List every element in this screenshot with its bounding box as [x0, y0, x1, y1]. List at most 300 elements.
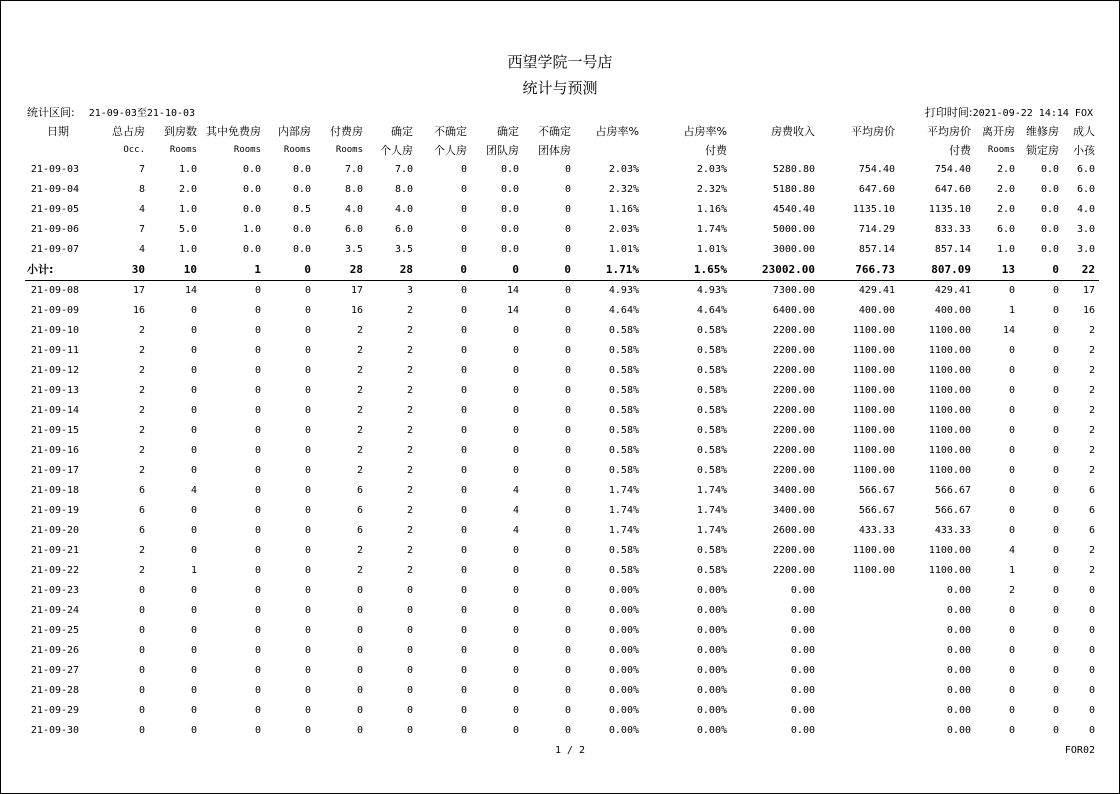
table-cell: 0: [460, 184, 467, 195]
table-cell: 17: [132, 285, 145, 296]
row-label: 21-09-12: [30, 365, 80, 376]
table-cell: 0: [1019, 260, 1063, 281]
table-cell: 2: [1088, 445, 1095, 456]
table-row: [25, 621, 1099, 641]
table-cell: 0: [512, 645, 519, 656]
table-cell: 3.0: [1076, 224, 1095, 235]
table-cell: 2: [138, 365, 145, 376]
table-cell: 0: [1008, 345, 1015, 356]
table-cell: 0: [138, 625, 145, 636]
table-cell: 2: [138, 425, 145, 436]
table-cell: 1: [1008, 305, 1015, 316]
table-cell: 1.0: [242, 224, 261, 235]
table-cell: 0.00: [790, 645, 815, 656]
row-label: 21-09-07: [30, 244, 80, 255]
table-cell: 0: [254, 405, 261, 416]
table-row: [25, 661, 1099, 681]
table-cell: 0.0: [500, 244, 519, 255]
table-cell: 0: [1052, 325, 1059, 336]
row-label: 21-09-05: [30, 204, 80, 215]
table-row: [25, 401, 1099, 421]
table-cell: 0: [1008, 485, 1015, 496]
column-header: 到房数: [164, 125, 197, 138]
table-cell: 0.00: [946, 665, 971, 676]
table-cell: 0.00: [946, 705, 971, 716]
table-cell: 1.74%: [696, 224, 727, 235]
table-row: [25, 301, 1099, 321]
table-cell: 0: [190, 425, 197, 436]
table-cell: 0: [190, 365, 197, 376]
table-cell: 2: [1088, 405, 1095, 416]
table-cell: 4: [512, 505, 519, 516]
table-cell: 2: [406, 565, 413, 576]
column-header: 占房率%: [595, 125, 639, 138]
table-cell: 0: [1088, 665, 1095, 676]
table-cell: 0.00: [946, 685, 971, 696]
table-cell: 0: [1008, 405, 1015, 416]
table-cell: 13: [975, 260, 1019, 281]
table-cell: 1: [1008, 565, 1015, 576]
table-cell: 1100.00: [852, 445, 895, 456]
table-cell: 2.03%: [608, 224, 639, 235]
table-cell: 857.14: [858, 244, 895, 255]
column-header: 维修房: [1026, 125, 1059, 138]
table-cell: 0.00%: [608, 645, 639, 656]
table-cell: 0: [1008, 645, 1015, 656]
column-header: 房费收入: [771, 125, 815, 138]
table-cell: 0: [1052, 485, 1059, 496]
table-cell: 0: [417, 260, 471, 281]
table-cell: 17: [350, 285, 363, 296]
table-cell: 0: [564, 505, 571, 516]
table-cell: 0.58%: [696, 465, 727, 476]
table-cell: 0.00%: [696, 665, 727, 676]
table-cell: 0.0: [1040, 164, 1059, 175]
table-cell: 6.0: [996, 224, 1015, 235]
table-cell: 647.60: [934, 184, 971, 195]
table-cell: 0: [1052, 685, 1059, 696]
table-cell: 0.0: [500, 204, 519, 215]
table-cell: 0: [512, 585, 519, 596]
table-cell: 0: [406, 625, 413, 636]
table-cell: 0.00: [946, 645, 971, 656]
table-cell: 28: [315, 260, 367, 281]
table-cell: 0: [304, 345, 311, 356]
table-cell: 0: [564, 345, 571, 356]
table-cell: 647.60: [858, 184, 895, 195]
table-cell: 0: [1052, 705, 1059, 716]
row-label: 21-09-29: [30, 705, 80, 716]
table-cell: 0: [190, 325, 197, 336]
table-cell: 0: [304, 525, 311, 536]
row-label: 21-09-06: [30, 224, 80, 235]
table-cell: 1.74%: [696, 505, 727, 516]
table-cell: 0: [304, 605, 311, 616]
table-cell: 4: [1008, 545, 1015, 556]
print-time-label: 打印时间:: [924, 106, 973, 119]
table-cell: 0: [564, 204, 571, 215]
column-subheader: Rooms: [233, 145, 261, 155]
table-cell: 1.74%: [696, 525, 727, 536]
table-cell: 0: [1052, 285, 1059, 296]
table-cell: 2.03%: [696, 164, 727, 175]
table-cell: 1.74%: [608, 485, 639, 496]
table-cell: 0: [1052, 545, 1059, 556]
table-cell: 6: [1088, 525, 1095, 536]
date-range: [27, 104, 195, 120]
table-cell: 0.0: [242, 244, 261, 255]
table-cell: 2.03%: [608, 164, 639, 175]
column-subheader: 小孩: [1073, 144, 1095, 157]
table-cell: 433.33: [858, 525, 895, 536]
column-subheader: 个人房: [434, 144, 467, 157]
table-cell: 0: [564, 164, 571, 175]
table-cell: 0: [1008, 665, 1015, 676]
table-cell: 566.67: [858, 505, 895, 516]
table-cell: 0: [460, 525, 467, 536]
table-cell: 0: [512, 405, 519, 416]
column-subheader: 团体房: [538, 144, 571, 157]
table-cell: 0: [254, 325, 261, 336]
table-cell: 0: [1052, 725, 1059, 736]
subtotal-row: [25, 260, 1099, 281]
table-cell: [819, 601, 899, 621]
row-label: 21-09-25: [30, 625, 80, 636]
column-header: 总占房: [112, 125, 145, 138]
table-cell: 0: [460, 164, 467, 175]
table-cell: 6: [356, 485, 363, 496]
table-cell: 1100.00: [928, 425, 971, 436]
table-cell: 0: [1088, 605, 1095, 616]
table-cell: 0: [564, 665, 571, 676]
table-row: [25, 361, 1099, 381]
table-cell: 0: [138, 585, 145, 596]
table-cell: 0: [1052, 405, 1059, 416]
table-cell: 1.71%: [575, 260, 643, 281]
table-cell: [819, 701, 899, 721]
table-cell: 0: [1052, 425, 1059, 436]
table-cell: 0: [304, 705, 311, 716]
table-row: [25, 341, 1099, 361]
table-cell: 0.0: [292, 184, 311, 195]
table-cell: 0.58%: [608, 325, 639, 336]
table-cell: 566.67: [934, 485, 971, 496]
table-cell: 0.58%: [696, 445, 727, 456]
table-cell: 0.58%: [608, 365, 639, 376]
table-cell: 1.74%: [608, 505, 639, 516]
table-cell: 0: [304, 425, 311, 436]
table-cell: 2: [356, 465, 363, 476]
table-cell: 0: [304, 385, 311, 396]
table-cell: 0.00%: [696, 705, 727, 716]
table-cell: 2: [1008, 585, 1015, 596]
table-cell: 0: [356, 725, 363, 736]
table-cell: 0.58%: [696, 325, 727, 336]
column-subheader: Rooms: [335, 145, 363, 155]
row-label: 21-09-22: [30, 565, 80, 576]
table-cell: 0.00%: [608, 725, 639, 736]
table-cell: 0.00%: [696, 645, 727, 656]
table-cell: 0: [190, 705, 197, 716]
table-cell: 0.58%: [696, 545, 727, 556]
table-cell: 2: [406, 525, 413, 536]
table-cell: 0: [1088, 685, 1095, 696]
row-label: 21-09-23: [30, 585, 80, 596]
table-cell: 0: [1052, 625, 1059, 636]
table-cell: 2.32%: [696, 184, 727, 195]
table-cell: 7300.00: [772, 285, 815, 296]
table-cell: 8: [138, 184, 145, 195]
table-cell: 3.0: [1076, 244, 1095, 255]
table-cell: 0: [460, 365, 467, 376]
table-cell: 2: [138, 385, 145, 396]
table-cell: 0: [254, 445, 261, 456]
table-cell: 0: [460, 565, 467, 576]
table-cell: 6: [356, 525, 363, 536]
table-cell: 0.00%: [696, 605, 727, 616]
column-header: 离开房: [982, 125, 1015, 138]
statistics-table: [25, 122, 1099, 741]
table-cell: 0.58%: [608, 465, 639, 476]
table-cell: 0: [460, 665, 467, 676]
table-cell: 0: [564, 625, 571, 636]
table-cell: 8.0: [344, 184, 363, 195]
report-code: FOR02: [1064, 745, 1095, 756]
table-cell: 6: [356, 505, 363, 516]
table-cell: 0: [564, 244, 571, 255]
row-label: 21-09-21: [30, 545, 80, 556]
table-cell: 2: [356, 545, 363, 556]
table-cell: 0: [254, 465, 261, 476]
table-cell: 0: [190, 605, 197, 616]
table-cell: 0: [254, 565, 261, 576]
table-cell: 6.0: [1076, 164, 1095, 175]
table-cell: 4.64%: [696, 305, 727, 316]
table-cell: 857.14: [934, 244, 971, 255]
table-cell: 0: [304, 285, 311, 296]
table-cell: 0: [460, 685, 467, 696]
table-cell: 0: [138, 605, 145, 616]
table-cell: 0: [512, 605, 519, 616]
table-cell: 0: [406, 585, 413, 596]
table-cell: 833.33: [934, 224, 971, 235]
row-label: 21-09-19: [30, 505, 80, 516]
table-cell: 0: [512, 565, 519, 576]
table-cell: 0: [254, 285, 261, 296]
table-cell: 0.0: [500, 184, 519, 195]
table-cell: 0: [406, 705, 413, 716]
table-cell: 0: [460, 425, 467, 436]
table-cell: 0: [460, 405, 467, 416]
table-cell: 2: [1088, 365, 1095, 376]
column-subheader: [25, 141, 95, 160]
table-row: [25, 681, 1099, 701]
table-cell: 0.00: [790, 725, 815, 736]
table-cell: 0: [304, 565, 311, 576]
table-cell: 0: [564, 184, 571, 195]
table-cell: 3400.00: [772, 505, 815, 516]
table-cell: 2200.00: [772, 345, 815, 356]
table-cell: 0.00: [790, 605, 815, 616]
column-header: 占房率%: [683, 125, 727, 138]
table-row: [25, 501, 1099, 521]
table-cell: [819, 721, 899, 741]
table-cell: 0: [304, 665, 311, 676]
table-cell: 0: [254, 625, 261, 636]
page-number: 1 / 2: [554, 745, 586, 756]
table-cell: 1.01%: [696, 244, 727, 255]
table-cell: 0: [1008, 465, 1015, 476]
table-cell: 0: [460, 465, 467, 476]
table-cell: 0.00: [946, 625, 971, 636]
row-label: 21-09-20: [30, 525, 80, 536]
table-cell: 0.58%: [696, 405, 727, 416]
table-cell: 0: [190, 625, 197, 636]
table-cell: 433.33: [934, 525, 971, 536]
table-cell: 2: [356, 405, 363, 416]
table-row: [25, 281, 1099, 302]
table-cell: 3: [406, 285, 413, 296]
table-cell: 0: [190, 525, 197, 536]
table-cell: 0: [304, 585, 311, 596]
table-cell: [819, 621, 899, 641]
table-cell: 754.40: [858, 164, 895, 175]
table-cell: 4: [512, 525, 519, 536]
row-label: 21-09-13: [30, 385, 80, 396]
row-label: 21-09-04: [30, 184, 80, 195]
table-cell: 0: [138, 725, 145, 736]
table-cell: 0: [1088, 705, 1095, 716]
table-cell: 0: [564, 605, 571, 616]
table-cell: 0.0: [292, 164, 311, 175]
table-cell: 0: [512, 445, 519, 456]
table-cell: 0: [304, 465, 311, 476]
table-cell: 0: [254, 605, 261, 616]
table-cell: 0: [190, 505, 197, 516]
table-cell: 0: [523, 260, 575, 281]
table-cell: 0: [190, 305, 197, 316]
table-cell: 2: [406, 485, 413, 496]
table-cell: 0: [512, 545, 519, 556]
table-cell: 2: [406, 505, 413, 516]
column-subheader: Rooms: [987, 145, 1015, 155]
table-cell: 0: [406, 685, 413, 696]
table-cell: 1100.00: [928, 465, 971, 476]
table-cell: 2200.00: [772, 425, 815, 436]
table-cell: 4540.40: [772, 204, 815, 215]
table-cell: 0: [460, 485, 467, 496]
table-cell: 0: [190, 645, 197, 656]
table-cell: 6: [138, 505, 145, 516]
table-cell: 2200.00: [772, 385, 815, 396]
table-cell: 14: [506, 285, 519, 296]
row-label: 21-09-03: [30, 164, 80, 175]
column-header: 平均房价: [927, 125, 971, 138]
table-cell: 0: [304, 485, 311, 496]
table-cell: 0: [1052, 445, 1059, 456]
table-cell: 6400.00: [772, 305, 815, 316]
table-cell: 0.00%: [696, 725, 727, 736]
table-cell: 0: [564, 285, 571, 296]
table-cell: 0.58%: [608, 545, 639, 556]
table-cell: 1.74%: [608, 525, 639, 536]
table-cell: 0: [512, 465, 519, 476]
table-cell: 6: [1088, 485, 1095, 496]
print-time: [925, 104, 1093, 120]
table-cell: 0: [564, 385, 571, 396]
table-cell: 2: [138, 345, 145, 356]
table-cell: 0.0: [1040, 184, 1059, 195]
table-cell: 4.93%: [608, 285, 639, 296]
table-cell: 0: [460, 585, 467, 596]
column-header: 不确定: [434, 125, 467, 138]
table-cell: 2200.00: [772, 325, 815, 336]
table-cell: 400.00: [934, 305, 971, 316]
table-row: [25, 541, 1099, 561]
table-cell: 0: [1052, 365, 1059, 376]
table-cell: 4: [138, 204, 145, 215]
table-cell: 2.0: [178, 184, 197, 195]
table-row: [25, 240, 1099, 260]
table-cell: 0: [1008, 525, 1015, 536]
table-cell: 22: [1063, 260, 1099, 281]
table-cell: 0: [1052, 565, 1059, 576]
table-row: [25, 321, 1099, 341]
table-cell: 2: [406, 465, 413, 476]
table-cell: 0.00: [790, 705, 815, 716]
table-cell: 1100.00: [928, 345, 971, 356]
table-cell: 2: [1088, 565, 1095, 576]
table-cell: 0: [564, 325, 571, 336]
table-cell: 3.5: [394, 244, 413, 255]
table-cell: 0: [460, 204, 467, 215]
table-cell: 1100.00: [928, 405, 971, 416]
table-cell: 2: [1088, 345, 1095, 356]
row-label: 21-09-10: [30, 325, 80, 336]
table-cell: 2: [356, 445, 363, 456]
table-cell: 1.74%: [696, 485, 727, 496]
table-cell: 4: [190, 485, 197, 496]
table-cell: 3.5: [344, 244, 363, 255]
table-cell: 4: [138, 244, 145, 255]
table-cell: 0: [356, 585, 363, 596]
table-cell: 2: [1088, 545, 1095, 556]
table-cell: 0: [356, 645, 363, 656]
table-cell: 0: [304, 645, 311, 656]
table-cell: 0: [460, 345, 467, 356]
table-cell: 807.09: [899, 260, 975, 281]
table-cell: 2: [138, 445, 145, 456]
table-cell: 0: [460, 305, 467, 316]
table-cell: 1: [201, 260, 265, 281]
table-cell: 0.58%: [608, 405, 639, 416]
table-cell: 0: [564, 565, 571, 576]
table-row: [25, 641, 1099, 661]
row-label: 21-09-26: [30, 645, 80, 656]
table-cell: 0: [356, 705, 363, 716]
table-cell: 0: [1088, 725, 1095, 736]
table-body: [25, 160, 1099, 741]
row-label: 21-09-28: [30, 685, 80, 696]
table-cell: 2: [406, 545, 413, 556]
table-cell: 0: [1052, 465, 1059, 476]
table-cell: 5000.00: [772, 224, 815, 235]
table-cell: 0: [304, 305, 311, 316]
table-cell: 0.00: [946, 605, 971, 616]
table-cell: 0: [564, 365, 571, 376]
table-cell: 0: [190, 685, 197, 696]
table-cell: 0: [254, 645, 261, 656]
